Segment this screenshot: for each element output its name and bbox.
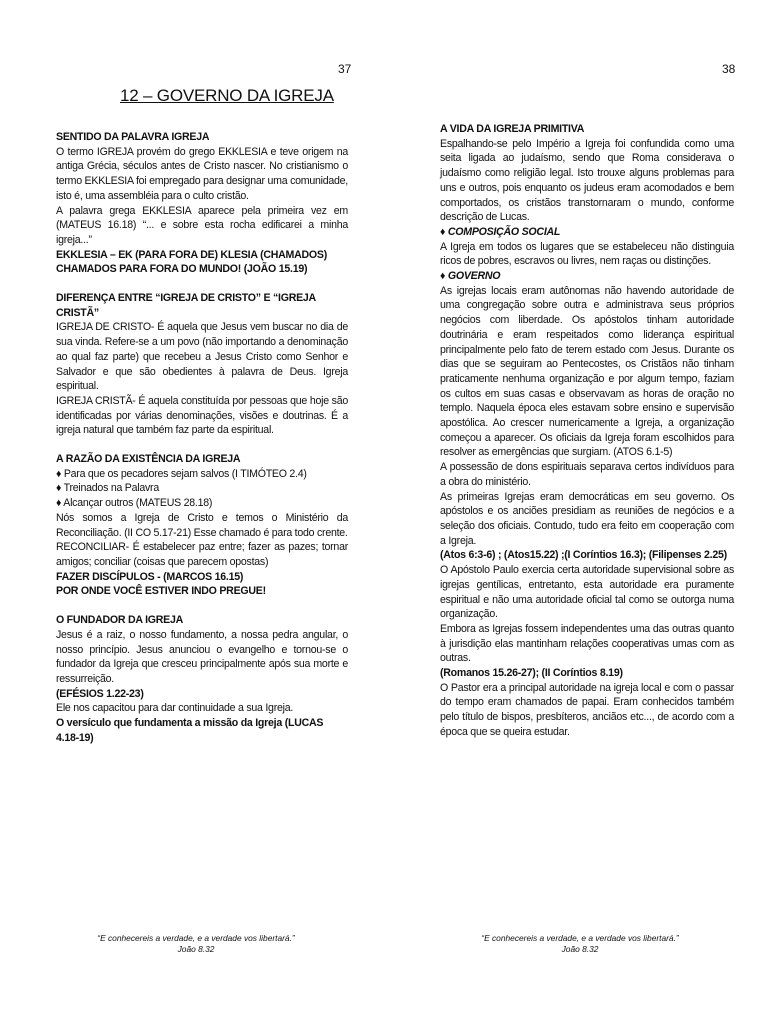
footer	[470, 933, 690, 955]
section-heading: O FUNDADOR DA IGREJA	[56, 614, 184, 627]
paragraph: Embora as Igrejas fossem independentes uma das outras quanto à jurisdição elas mantinham relações cooperativas umas com as outras.	[440, 622, 734, 665]
right-column	[440, 122, 734, 740]
list-item: ♦ Alcançar outros (MATEUS 28.18)	[56, 497, 213, 510]
section-heading: SENTIDO DA PALAVRA IGREJA	[56, 131, 210, 143]
paragraph: O termo IGREJA provém do grego EKKLESIA e teve origem na antiga Grécia, séculos antes de Cristo nascer. No cristianismo o termo EKKLESIA foi empregado para designar uma comunidade, isto é, uma assembléia para o culto cristão.	[56, 145, 348, 202]
paragraph: O Pastor era a principal autoridade na igreja local e com o passar do tempo eram chamados de papai. Eram conhecidos também pelo título de bispos, presbíteros, anciãos etc..., de acordo com a época que se queira estudar.	[440, 681, 734, 738]
section-heading: DIFERENÇA ENTRE “IGREJA DE CRISTO” E “IGREJA CRISTÃ”	[56, 292, 316, 319]
paragraph: RECONCILIAR- É estabelecer paz entre; fazer as pazes; tornar amigos; conciliar (coisas que parecem opostas)	[56, 541, 348, 568]
paragraph: A Igreja em todos os lugares que se estabeleceu não distinguia ricos de pobres, escravos ou livres, nem raças ou distinções.	[440, 240, 734, 268]
references: (Romanos 15.26-27); (II Coríntios 8.19)	[440, 667, 623, 680]
section-heading: A RAZÃO DA EXISTÊNCIA DA IGREJA	[56, 453, 241, 466]
paragraph: O Apóstolo Paulo exercia certa autoridade supervisional sobre as igrejas gentílicas, entretanto, esta autoridade era puramente espiritual e não uma autoridade oficial tal como se outorga numa organização.	[440, 564, 734, 621]
subheading: ♦ COMPOSIÇÃO SOCIAL	[440, 225, 561, 238]
footer-reference: João 8.32	[177, 944, 215, 954]
paragraph: (EFÉSIOS 1.22-23)	[56, 687, 144, 700]
references: (Atos 6:3-6) ; (Atos15.22) ;(I Coríntios 16.3); (Filipenses 2.25)	[440, 549, 727, 562]
paragraph: A possessão de dons espirituais separava certos indivíduos para a obra do ministério.	[440, 461, 734, 488]
paragraph: Jesus é a raiz, o nosso fundamento, a nossa pedra angular, o nosso princípio. Jesus anunciou o evangelho e tornou-se o fundador da Igreja que cresceu principalmente após sua morte e ressurreição.	[56, 628, 348, 685]
page-number: 38	[722, 62, 736, 76]
section-heading: A VIDA DA IGREJA PRIMITIVA	[440, 123, 585, 135]
footer-quote: “E conhecereis a verdade, e a verdade vos libertará.”	[481, 933, 679, 943]
paragraph: IGREJA CRISTÃ- É aquela constituída por pessoas que hoje são identificadas por várias denominações, visões e doutrinas. É a igreja natural que também faz parte da espiritual.	[56, 394, 348, 437]
paragraph: As primeiras Igrejas eram democráticas em seu governo. Os apóstolos e os anciões presidiam as reuniões de negócios e a seleção dos oficiais. Contudo, tudo era feito em cooperação com a Igreja.	[440, 490, 734, 547]
footer-reference: João 8.32	[561, 944, 599, 954]
paragraph: EKKLESIA – EK (PARA FORA DE) KLESIA (CHAMADOS) CHAMADOS PARA FORA DO MUNDO! (JOÃO 15.19)	[56, 248, 328, 276]
paragraph: A palavra grega EKKLESIA aparece pela primeira vez em (MATEUS 16.18) “... e sobre esta rocha edificarei a minha igreja...”	[56, 204, 348, 246]
left-column	[56, 130, 348, 745]
paragraph: IGREJA DE CRISTO- É aquela que Jesus vem buscar no dia de sua vinda. Refere-se a um povo (não importando a denominação ao qual faz parte) que recebeu a Jesus Cristo como Senhor e Salvador e que são obedientes à palavra de Deus. Igreja espiritual.	[56, 321, 348, 393]
list-item: ♦ Treinados na Palavra	[56, 482, 159, 495]
paragraph: Espalhando-se pelo Império a Igreja foi confundida como uma seita ligada ao judaísmo, sendo que Roma considerava o judaísmo como religião legal. Isto trouxe alguns problemas para uns e outros, pois enquanto os judeus eram acomodados e bem comportados, os cristãos transtornaram o mundo, conforme descrição de Lucas.	[440, 137, 734, 224]
paragraph: O versículo que fundamenta a missão da Igreja (LUCAS 4.18-19)	[56, 717, 324, 744]
footer-quote: “E conhecereis a verdade, e a verdade vos libertará.”	[97, 933, 295, 943]
chapter-title: 12 – GOVERNO DA IGREJA	[120, 86, 334, 105]
paragraph: Nós somos a Igreja de Cristo e temos o Ministério da Reconciliação. (II CO 5.17-21) Esse chamado é para todo crente.	[56, 511, 348, 539]
list-item: ♦ Para que os pecadores sejam salvos (I TIMÓTEO 2.4)	[56, 467, 307, 480]
footer	[86, 933, 306, 955]
paragraph: POR ONDE VOCÊ ESTIVER INDO PREGUE!	[56, 585, 266, 598]
subheading: ♦ GOVERNO	[440, 270, 501, 283]
paragraph: FAZER DISCÍPULOS - (MARCOS 16.15)	[56, 570, 244, 583]
paragraph: As igrejas locais eram autônomas não havendo autoridade de uma congregação sobre outra e administrava seus próprios negócios com liberdade. Os apóstolos tinham autoridade doutrinária e eram respeitados como liderança espiritual principalmente pelo fato de terem estado com Jesus. Durante os dias que se seguiram ao Pentecostes, os Cristãos não tinham praticamente nenhuma organização e por algum tempo, faziam os cultos em suas casas e observavam as horas de oração no templo. Naquela época eles estavam sobre ensino e supervisão apostólica. Ao crescer numericamente a Igreja, a organização começou a aparecer. Os oficiais da Igreja foram escolhidos para resolver as emergências que surgiam. (ATOS 6.1-5)	[440, 284, 734, 459]
page-number: 37	[338, 62, 352, 76]
paragraph: Ele nos capacitou para dar continuidade a sua Igreja.	[56, 702, 294, 715]
